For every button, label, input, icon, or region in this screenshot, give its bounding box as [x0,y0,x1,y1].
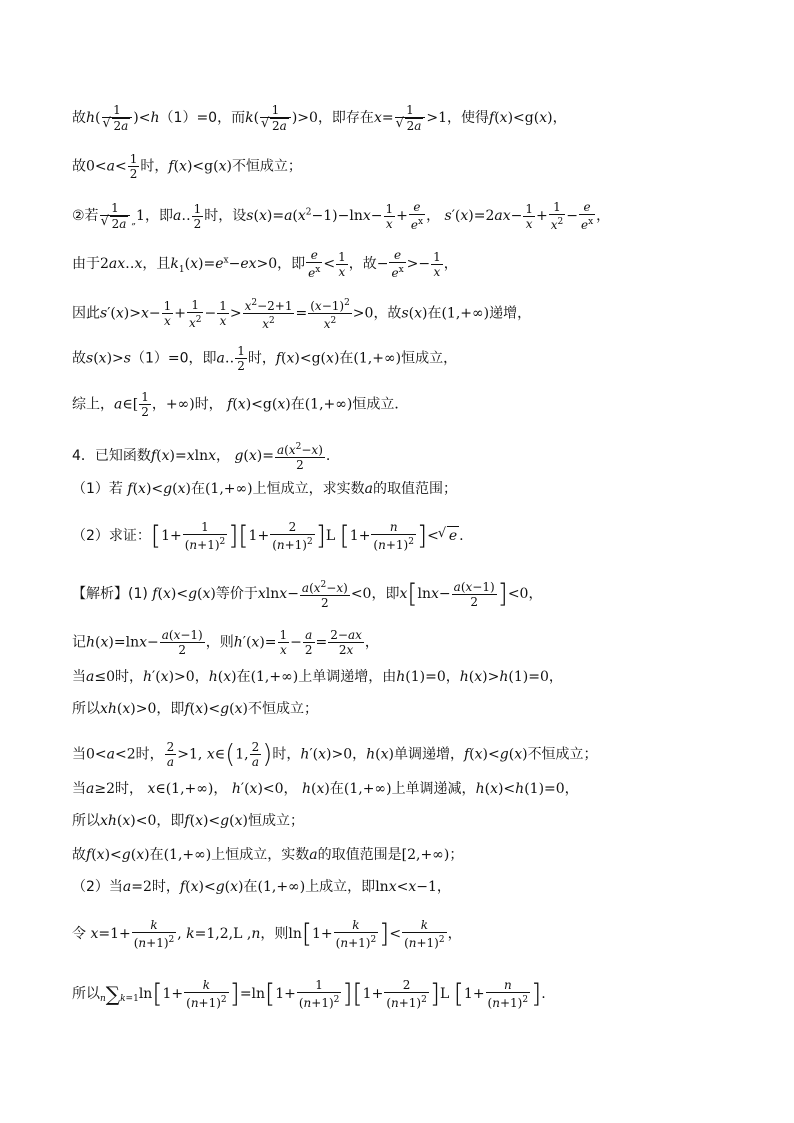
solution-part-1-line-2: 记h(x)=lnx− $\frac{a(x-1)}{2}$ ，则h′(x)= $\frac{1}{x}$ − $\frac{a}{2}$ = $\frac{2-ax}{2x}$ ， [72,628,379,657]
problem-4-part-1: （1）若 f(x)<g(x)在(1,+∞)上恒成立，求实数a的取值范围； [72,481,457,497]
solution-part-1-line-7: 所以xh(x)<0，即f(x)<g(x)恒成立； [72,813,304,829]
solution-part-1-line-1: 【解析】(1) f(x)<g(x)等价于xlnx− $\frac{a(x^2-x)}{2}$ <0，即x[lnx− $\frac{a(x-1)}{2}$ ]<0， [72,579,543,610]
solution-part-1-line-8: 故f(x)<g(x)在(1,+∞)上恒成立，实数a的取值范围是[2,+∞)； [72,847,464,863]
solution-part-1-line-4: 所以xh(x)>0，即f(x)<g(x)不恒成立； [72,701,318,717]
problem-4-part-2: （2）求证：[1+ $\frac{1}{(n+1)^2}$ ][1+ $\frac{2}{(n+1)^2}$ ]L [1+ $\frac{n}{(n+1)^2}$ ]<√ e . [72,520,464,552]
solution-part-2-line-3: 所以n∑k=1ln[1+ $\frac{k}{(n+1)^2}$ ]=ln[1+ $\frac{1}{(n+1)^2}$ ][1+ $\frac{2}{(n+1)^2}$ ]L [1+ $\frac{n}{(n+1)^2}$ ]. [72,978,546,1010]
solution-part-2-line-2: 令 x=1+ $\frac{k}{(n+1)^2}$ , k=1,2,L ,n，则ln[1+ $\frac{k}{(n+1)^2}$ ]< $\frac{k}{(n+1)^2}$ ， [72,918,462,950]
solution-part-1-line-6: 当a≥2时， x∈(1,+∞)， h′(x)<0， h(x)在(1,+∞)上单调递减，h(x)<h(1)=0， [72,781,579,797]
solution-line-3: ②若 1 √ 2a $_„$1，即a‥ $\frac{1}{2}$ 时，设$s(x)=a(x^2-1)-\ln x-$ $\frac{1}{x}$ + $\frac{e}{e^x}$ ， s′(x)=2ax− $\frac{1}{x}$ + $\frac{1}{x^2}$ − $\frac{e}{e^x}$ ， [72,200,610,232]
solution-line-6: 故s(x)>s（1）=0，即a‥ $\frac{1}{2}$ 时，f(x)<g(x)在(1,+∞)恒成立， [72,344,458,373]
solution-part-1-line-3: 当a≤0时，h′(x)>0，h(x)在(1,+∞)上单调递增，由h(1)=0，h(x)>h(1)=0， [72,669,563,685]
solution-part-1-line-5: 当0<a<2时， $\frac{2}{a}$ >1, x∈(1, $\frac{2}{a}$ )时，h′(x)>0，h(x)单调递增，f(x)<g(x)不恒成立； [72,739,598,770]
solution-line-2: 故0<a< $\frac{1}{2}$ 时，f(x)<g(x)不恒成立； [72,152,302,181]
problem-4-statement: 4．已知函数f(x)=xlnx， g(x)= $\frac{a(x^2-x)}{2}$ . [72,442,331,472]
solution-line-4: 由于2ax‥x，且$k_1(x)=e^x-ex>0$，即 $\frac{e}{e^x}$ < $\frac{1}{x}$ ，故− $\frac{e}{e^x}$ >− $\frac{1}{x}$ ， [72,248,458,280]
solution-line-7: 综上，a∈[ $\frac{1}{2}$ ，+∞)时， f(x)<g(x)在(1,+∞)恒成立． [72,390,409,419]
solution-part-2-line-1: （2）当a=2时，f(x)<g(x)在(1,+∞)上成立，即lnx<x−1， [72,879,451,895]
solution-line-5: 因此s′(x)>x− $\frac{1}{x}$ + $\frac{1}{x^2}$ − $\frac{1}{x}$ > $\frac{x^2-2+1}{x^2}$ = $\frac{(x-1)^2}{x^2}$ >0，故s(x)在(1,+∞)递增， [72,297,532,331]
solution-line-1: 故h( 1 √ 2a )<h（1）=0，而k( 1 √ 2a )>0，即存在x= 1 √ 2a >1，使得f(x)<g(x)， [72,103,567,133]
